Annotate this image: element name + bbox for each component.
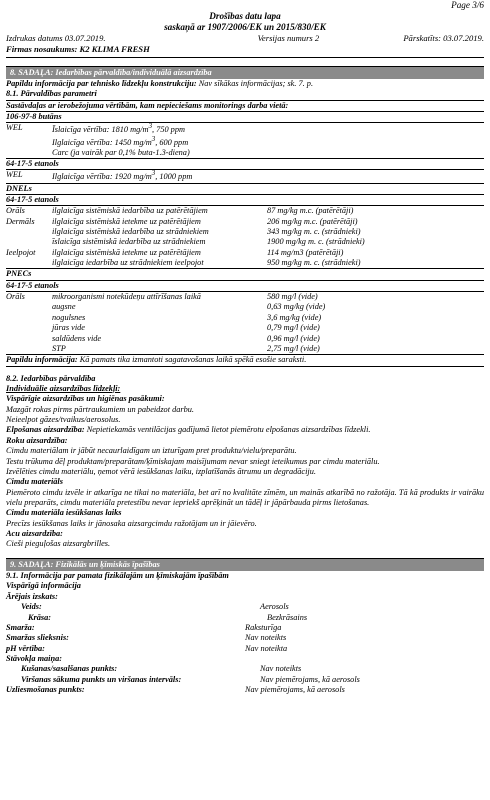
hygiene-text: Mazgāt rokas pirms pārtraukumiem un pabeidzot darbu. xyxy=(6,404,194,414)
tech-info-value: Nav sīkākas informācijas; sk. 7. p. xyxy=(198,78,314,88)
property-colour: Krāsa: Bezkrāsains xyxy=(28,612,308,622)
title-line-1: Drošības datu lapa xyxy=(209,11,281,21)
hygiene-label: Vispārīgie aizsardzības un higiēnas pasākumi: xyxy=(6,394,165,404)
dnel-route: Ieelpojot xyxy=(6,247,36,257)
header-meta-row xyxy=(6,33,484,44)
pnec-value: 0,79 mg/l (vide) xyxy=(267,323,320,333)
pnec-substance: 64-17-5 etanols xyxy=(6,280,484,291)
pnecs-label: PNECs xyxy=(6,268,484,279)
pnec-value: 0,96 mg/l (vide) xyxy=(267,333,320,343)
general-info-label: Vispārīgā informācija xyxy=(6,581,81,591)
ppe-label: Individuālie aizsardzības līdzekļi: xyxy=(6,383,121,393)
property-melting: Kušanas/sasalšanas punkts: Nav noteikts xyxy=(21,664,302,674)
dnel-value: 87 mg/kg m.c. (patērētāji) xyxy=(267,206,354,216)
butane-short-term: Īslaicīga vērtība: 1810 mg/m xyxy=(52,125,149,135)
butane-carc: Carc (ja vairāk par 0,1% buta-1.3-diena) xyxy=(52,147,190,157)
pnec-value: 580 mg/l (vide) xyxy=(267,292,318,302)
dnel-value: 343 mg/kg m. c. (strādnieki) xyxy=(267,226,361,236)
hygiene-text: Neieelpot gāzes/tvaikus/aerosolus. xyxy=(6,415,121,425)
tech-info-label: Papildu informācija par tehnisko līdzekļu konstrukciju: xyxy=(6,78,197,88)
ethanol-limits: WEL Ilglaicīga vērtība: 1920 $mg/m^3$, 1000 ppm xyxy=(6,169,484,182)
glove-material-text: Piemēroto cimdu izvēle ir atkarīga ne tikai no materiāla, bet arī no kvalitāte zīmēm, un mainās atkarībā no ražotāja. Tā kā produkts ir vairāku vielu preparāts, cimdu materiāla pretestību nevar iepriekš aprēķināt un tādēļ ir jāpārbauda pirms lietošanas. xyxy=(6,487,484,507)
butane-limits: WEL Īslaicīga vērtība: 1810 $mg/m^3$, 750 ppm Ilglaicīga vērtība: 1450 $mg/m^3$, 600 ppm Carc (ja vairāk par 0,1% buta-1.3-diena) xyxy=(6,122,484,158)
property-odour: Smarža: Raksturīga xyxy=(6,622,282,632)
property-form: Veids: Aerosols xyxy=(21,602,289,612)
pnec-route: Orāls xyxy=(6,292,25,302)
dnel-value: 206 mg/kg m.c. (patērētāji) xyxy=(267,216,358,226)
pnec-value: 3,6 mg/kg (vide) xyxy=(267,312,322,322)
page-number: Page 3/6 xyxy=(451,0,484,10)
dnel-substance: 64-17-5 etanols xyxy=(6,194,484,205)
title-line-2: saskaņā ar 1907/2006/EK un 2015/830/EK xyxy=(164,21,326,32)
pnec-table xyxy=(6,291,484,354)
respiratory-protection xyxy=(6,425,484,435)
subsection-8-1: 8.1. Pārvaldības parametri xyxy=(6,89,97,99)
pnec-value: 0,63 mg/kg (vide) xyxy=(267,302,326,312)
section-9-title: 9. SADAĻA: Fizikālās un ķīmiskās īpašības xyxy=(6,558,484,571)
components-label: Sastāvdaļas ar ierobežojuma vērtībām, kam nepieciešams monitorings darba vietā: xyxy=(6,100,484,111)
dnel-desc: ilglaicīga iedarbība uz strādniekiem ieelpojot xyxy=(52,258,204,268)
butane-long-term: Ilglaicīga vērtība: 1450 mg/m xyxy=(52,137,152,147)
eye-protection-label: Acu aizsardzība: xyxy=(6,529,63,539)
tech-info xyxy=(6,79,484,89)
glove-material-label: Cimdu materiāls xyxy=(6,477,63,487)
dnel-values xyxy=(267,206,484,268)
dnels-label: DNELs xyxy=(6,183,484,194)
butane-type: WEL xyxy=(6,123,23,133)
respiratory-value: Nepietiekamās ventilācijas gadījumā lietot piemērotu elpošanas aizsardzības līdzekli. xyxy=(86,425,371,435)
dnel-descriptions xyxy=(52,206,267,268)
dnel-routes xyxy=(6,206,52,268)
print-date: Izdrukas datums 03.07.2019. xyxy=(6,33,106,44)
sds-page xyxy=(6,0,484,695)
dnel-desc: ilglaicīga sistēmiskā iedarbība uz patērētājiem xyxy=(52,206,208,216)
pnec-desc: augsne xyxy=(52,302,76,312)
firm-name: Firmas nosaukums: K2 KLIMA FRESH xyxy=(6,43,150,54)
hand-text: Cimdu materiālam ir jābūt necaurlaidīgam un izturīgam pret produktu/vielu/preparātu. xyxy=(6,446,297,456)
penetration-time-text: Precīzs iesūkšanas laiks ir jānosaka aizsargcimdu ražotājam un ir jāievēro. xyxy=(6,518,257,528)
pnec-desc: STP xyxy=(52,343,66,353)
dnel-value: 1900 mg/kg m. c. (strādnieki) xyxy=(267,237,365,247)
dnel-desc: īslaicīga sistēmiskā iedarbība uz strādniekiem xyxy=(52,237,206,247)
dnel-desc: ilglaicīga sistēmiskā ietekme uz patērētājiem xyxy=(52,216,201,226)
document-title xyxy=(6,0,484,32)
dnel-value: 114 mg/m3 (patērētāji) xyxy=(267,247,344,257)
eye-protection-text: Cieši pieguļošas aizsargbrilles. xyxy=(6,539,111,549)
dnel-desc: ilglaicīga sistēmiskā ietekme uz patērētājiem xyxy=(52,247,201,257)
extra-info xyxy=(6,354,484,366)
pnec-descriptions xyxy=(52,292,267,354)
subsection-8-2: 8.2. Iedarbības pārvaldība xyxy=(6,373,96,383)
penetration-time-label: Cimdu materiāla iesūkšanas laiks xyxy=(6,508,122,518)
ethanol-long-term: Ilglaicīga vērtība: 1920 mg/m xyxy=(52,172,152,182)
dnel-desc: ilglaicīga sistēmiskā iedarbība uz strādniekiem xyxy=(52,226,209,236)
ethanol-name: 64-17-5 etanols xyxy=(6,158,484,169)
appearance-label: Ārējais izskats: xyxy=(6,591,58,601)
pnec-desc: nogulsnes xyxy=(52,312,86,322)
butane-name: 106-97-8 butāns xyxy=(6,111,484,122)
subsection-9-1: 9.1. Informācija par pamata fizikālajām un ķīmiskajām īpašībām xyxy=(6,571,229,581)
property-boiling: Viršanas sākuma punkts un viršanas intervāls: Nav piemērojams, kā aerosols xyxy=(21,674,360,684)
pnec-desc: jūras vide xyxy=(52,323,85,333)
version-number: Versijas numurs 2 xyxy=(257,33,320,44)
section-8-title: 8. SADAĻA: Iedarbības pārvaldība/individuālā aizsardzība xyxy=(6,66,484,79)
property-odour-threshold: Smaržas slieksnis: Nav noteikts xyxy=(6,633,287,643)
hand-protection-label: Roku aizsardzība: xyxy=(6,435,68,445)
respiratory-label: Elpošanas aizsardzība: xyxy=(6,425,85,435)
pnec-desc: mikroorganismi notekūdeņu attīrīšanas laikā xyxy=(52,292,201,302)
dnel-value: 950 mg/kg m. c. (strādnieki) xyxy=(267,258,361,268)
dnel-route: Dermāls xyxy=(6,216,35,226)
dnel-route: Orāls xyxy=(6,206,25,216)
ethanol-type: WEL xyxy=(6,170,23,180)
hand-text: Izvēlēties cimdu materiālu, ņemot vērā iesūkšanas laiku, izplatīšanās ātrumu un degradāciju. xyxy=(6,466,316,476)
extra-info-label: Papildu informācija: xyxy=(6,355,78,365)
extra-info-value: Kā pamats tika izmantoti sagatavošanas laikā spēkā esošie saraksti. xyxy=(79,355,307,365)
state-change-label: Stāvokļa maiņa: xyxy=(6,653,63,663)
property-flash-point: Uzliesmošanas punkts: Nav piemērojams, kā aerosols xyxy=(6,685,345,695)
pnec-desc: saldūdens vide xyxy=(52,333,102,343)
pnec-values xyxy=(267,292,484,354)
hand-text: Testu trūkuma dēļ produktam/preparātam/ķīmiskajam maisījumam nevar sniegt ieteikumus par cimdu materiālu. xyxy=(6,456,380,466)
pnec-value: 2,75 mg/l (vide) xyxy=(267,343,320,353)
property-ph: pH vērtība: Nav noteikta xyxy=(6,643,288,653)
revision-date: Pārskatīts: 03.07.2019. xyxy=(403,33,484,44)
header-divider xyxy=(6,57,484,58)
dnel-table xyxy=(6,205,484,268)
